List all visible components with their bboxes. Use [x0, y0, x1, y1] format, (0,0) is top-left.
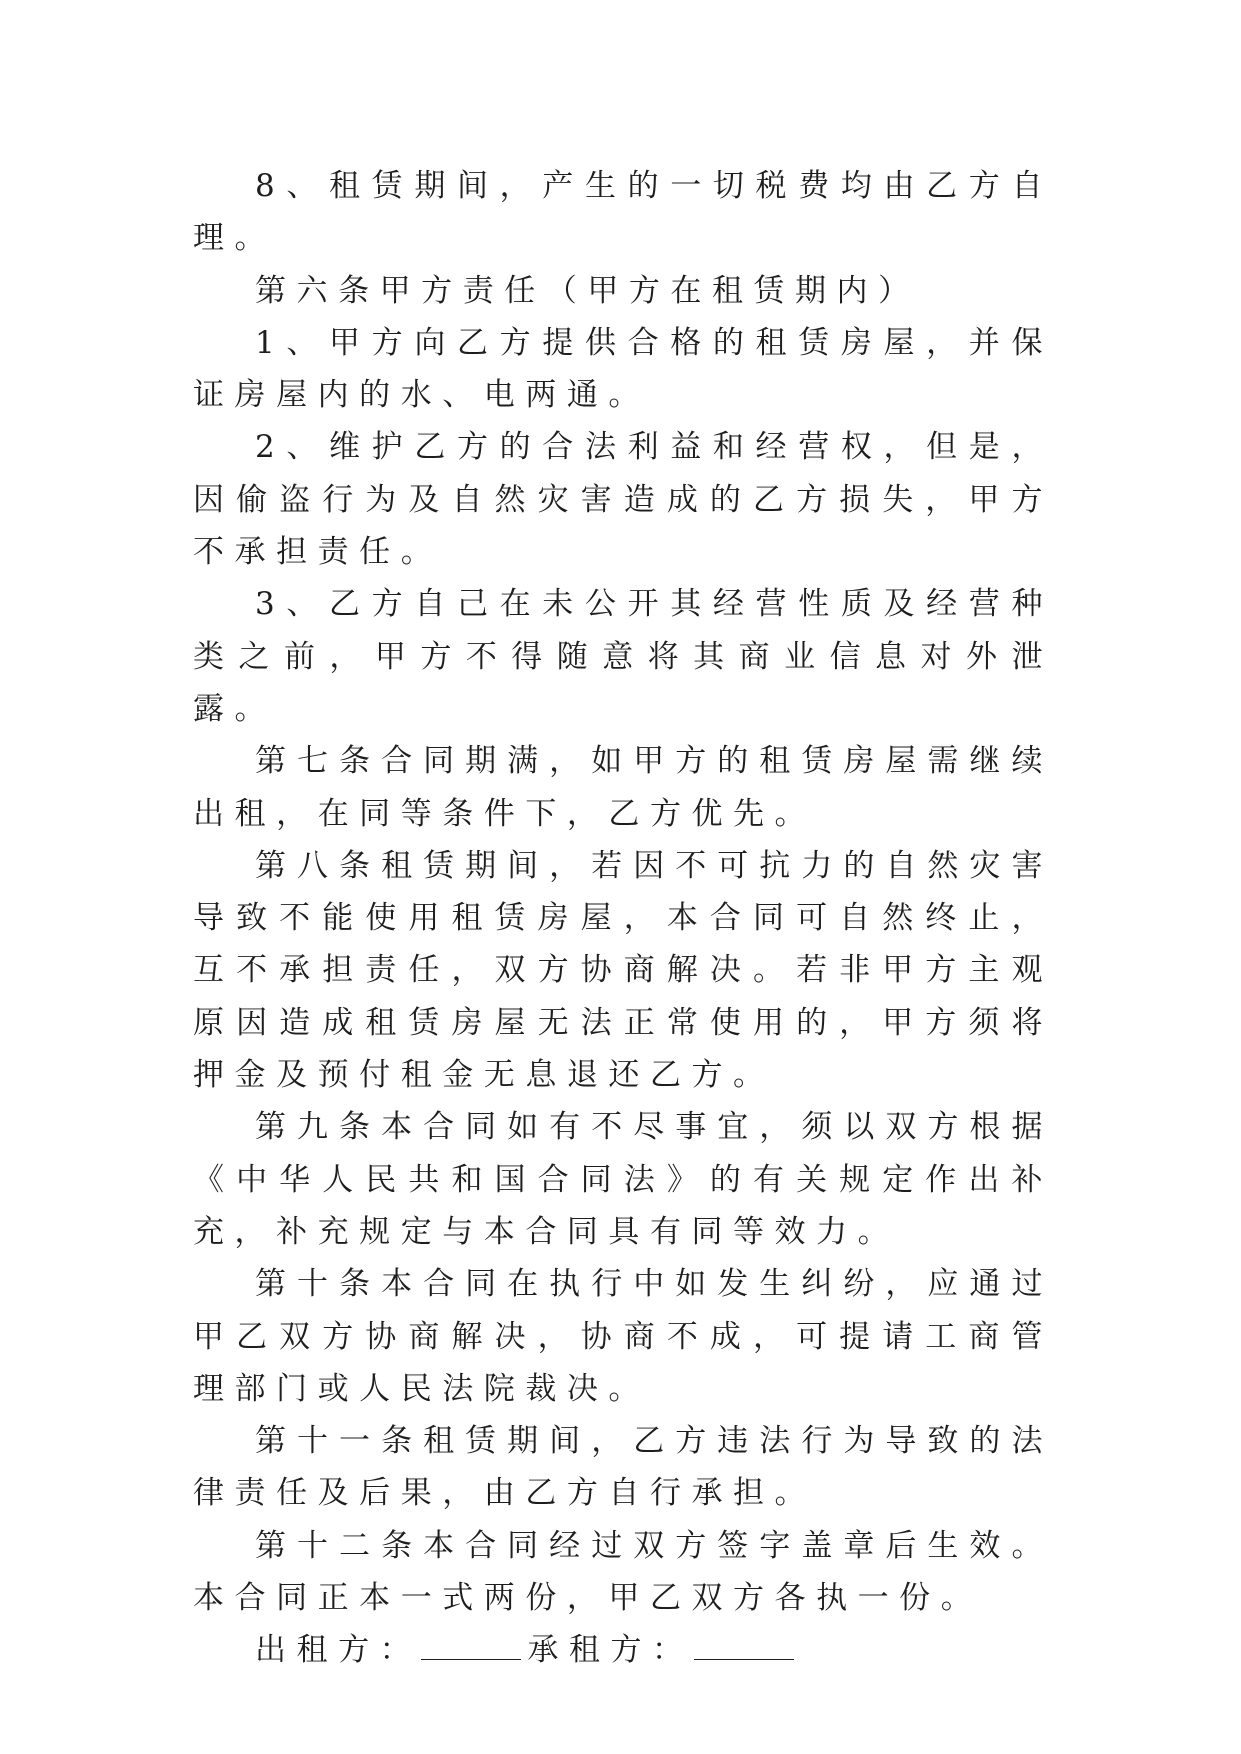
paragraph-article-6-item-1: 1、甲方向乙方提供合格的租赁房屋，并保证房屋内的水、电两通。	[193, 324, 1053, 414]
lessee-signature-blank	[694, 1629, 794, 1660]
paragraph-article-10: 第十条本合同在执行中如发生纠纷，应通过甲乙双方协商解决，协商不成，可提请工商管理部门或人民法院裁决。	[193, 1266, 1053, 1407]
signature-line	[193, 1624, 1053, 1676]
lessor-signature-blank	[421, 1629, 521, 1660]
lessee-label: 承租方：	[527, 1632, 694, 1669]
article-6-heading: 第六条甲方责任（甲方在租赁期内）	[255, 272, 920, 309]
lessor-label: 出租方：	[255, 1632, 422, 1669]
paragraph-item-8: 8、租赁期间，产生的一切税费均由乙方自理。	[193, 168, 1053, 257]
paragraph-article-6-item-2: 2、维护乙方的合法利益和经营权，但是，因偷盗行为及自然灾害造成的乙方损失，甲方不承担责任。	[193, 429, 1053, 571]
paragraph-article-11: 第十一条租赁期间，乙方违法行为导致的法律责任及后果，由乙方自行承担。	[193, 1423, 1053, 1512]
contract-body	[193, 160, 1053, 1677]
paragraph-article-8: 第八条租赁期间，若因不可抗力的自然灾害导致不能使用租赁房屋，本合同可自然终止，互不承担责任，双方协商解决。若非甲方主观原因造成租赁房屋无法正常使用的，甲方须将押金及预付租金无息退还乙方。	[193, 847, 1053, 1094]
paragraph-article-12: 第十二条本合同经过双方签字盖章后生效。本合同正本一式两份，甲乙双方各执一份。	[193, 1527, 1053, 1617]
paragraph-article-9: 第九条本合同如有不尽事宜，须以双方根据《中华人民共和国合同法》的有关规定作出补充，补充规定与本合同具有同等效力。	[193, 1109, 1053, 1250]
paragraph-article-7: 第七条合同期满，如甲方的租赁房屋需继续出租，在同等条件下，乙方优先。	[193, 743, 1053, 832]
paragraph-article-6-item-3: 3、乙方自己在未公开其经营性质及经营种类之前，甲方不得随意将其商业信息对外泄露。	[193, 586, 1053, 727]
